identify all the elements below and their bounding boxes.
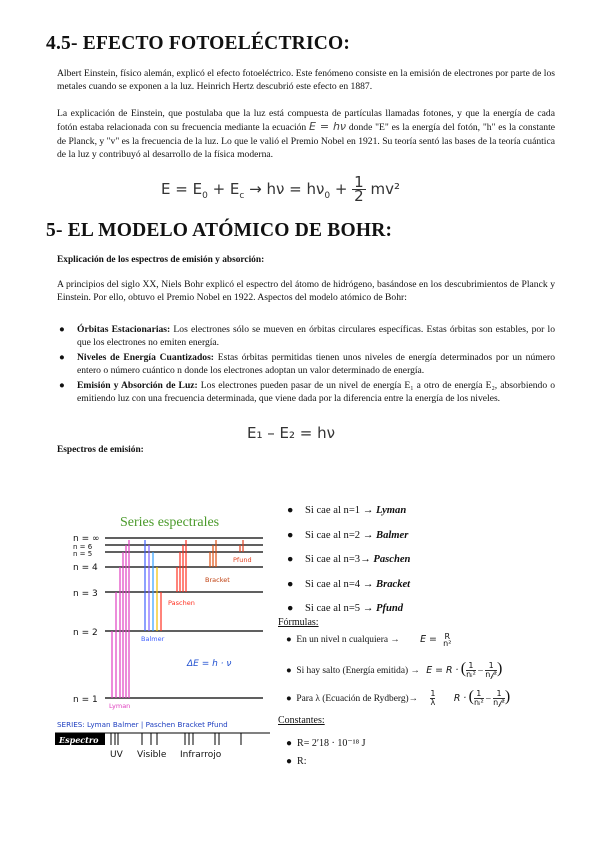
svg-text:n = 1: n = 1 <box>73 695 98 705</box>
balmer-lines <box>145 540 161 631</box>
list-item: ● Órbitas Estacionarias: Los electrones sólo se mueven en órbitas circulares específicas. Estas órbitas son estables, por lo que los electrones no emiten energía. <box>59 324 555 349</box>
paschen-label: Paschen <box>168 599 195 607</box>
espectro-label: Espectro <box>59 735 99 745</box>
lyman-lines <box>112 540 129 698</box>
list-item: ● Si cae al n=3→ Paschen <box>287 554 411 566</box>
svg-text:UV: UV <box>110 750 123 760</box>
list-item: ● Si cae al n=1 → Lyman <box>287 505 407 516</box>
list-item: ● Si cae al n=4 → Bracket <box>287 578 411 590</box>
paragraph-einstein: Albert Einstein, físico alemán, explicó el efecto fotoeléctrico. Este fenómeno consiste en la emisión de electrones por parte de los metales cuando se exponen a la luz. Heinrich Hertz descubrió este efecto en 1887. <box>57 68 555 93</box>
svg-text:n = ∞: n = ∞ <box>73 534 100 544</box>
pfund-label: Pfund <box>233 556 252 564</box>
formula-level-energy: ● En un nivel n cualquiera → E = R n² <box>286 632 452 648</box>
list-item: ● Si cae al n=5 → Pfund <box>287 603 404 615</box>
constant-r-value: ● R= 2′18 · 10⁻¹⁸ J <box>286 738 366 749</box>
svg-text:n = 3: n = 3 <box>73 589 98 599</box>
constants-heading: Constantes: <box>278 715 325 726</box>
constant-r-empty: ● R: <box>286 756 307 767</box>
subheading-spectra: Explicación de los espectros de emisión y absorción: <box>57 255 265 265</box>
formula-jump-energy: ● Si hay salto (Energía emitida) → E = R · ( $\frac{1}{\text{nᵢ²}}$ – 1 n𝒻² ) <box>286 660 503 680</box>
bracket-lines <box>210 540 216 567</box>
lyman-label: Lyman <box>109 702 131 710</box>
section-title-bohr: 5- EL MODELO ATÓMICO DE BOHR: <box>46 220 393 241</box>
svg-text:n = 4: n = 4 <box>73 563 98 573</box>
bohr-equation: E₁ – E₂ = hν <box>247 424 336 442</box>
series-list <box>285 503 555 626</box>
paschen-lines <box>177 540 186 592</box>
photoelectric-equation: $E = E_0 + E_c \to h\nu = h\nu_0$ + $\frac{1}{2}$ mv² <box>161 173 400 205</box>
formulas-heading: Fórmulas: <box>278 617 319 628</box>
balmer-label: Balmer <box>141 635 165 643</box>
region-labels <box>110 750 222 760</box>
section-title-photoelectric: 4.5- EFECTO FOTOELÉCTRICO: <box>46 33 351 54</box>
delta-e-label: ΔE = h · ν <box>187 659 232 669</box>
bracket-label: Bracket <box>205 576 230 584</box>
formula-rydberg: ● Para λ (Ecuación de Rydberg)→ $\frac{1}{\lambda}$ R · ( $\frac{1}{\text{nᵢ²}}$ – 1 n𝒻² ) <box>286 688 511 708</box>
spectral-series-diagram <box>55 505 270 760</box>
list-item: ● Si cae al n=2 → Balmer <box>287 529 409 541</box>
level-labels <box>73 534 99 705</box>
paragraph-einstein-explanation: La explicación de Einstein, que postulaba que la luz está compuesta de partículas llamadas fotones, y que la energía de cada fotón estaba relacionada con su frecuencia mediante la ecuación E = hν donde "E" es la energía del fotón, "h" es la constante de Planck, y "v" es la frecuencia de la luz. Lo que le valió el Premio Nobel en 1921. Su teoría sentó las bases de la teoría cuántica de la luz y contribuyó al desarrollo de la física moderna. <box>57 108 555 161</box>
pfund-lines <box>240 540 243 552</box>
svg-text:n = 6: n = 6 <box>73 543 93 551</box>
svg-text:n = 5: n = 5 <box>73 550 93 558</box>
svg-text:n = 2: n = 2 <box>73 628 98 638</box>
series-bar-label: SERIES: Lyman Balmer | Paschen Bracket Pfund <box>57 720 228 729</box>
svg-text:Infrarrojo: Infrarrojo <box>180 750 222 760</box>
paragraph-bohr: A principios del siglo XX, Niels Bohr explicó el espectro del átomo de hidrógeno, basándose en los descubrimientos de Planck y Einstein. Por ello, obtuvo el Premio Nobel en 1922. Aspectos del modelo atómico de Bohr: <box>57 279 555 304</box>
inline-equation: E = hν <box>309 120 347 134</box>
figure-title: Series espectrales <box>120 515 220 530</box>
svg-text:Visible: Visible <box>137 750 167 760</box>
list-item: ● Niveles de Energía Cuantizados: Estas órbitas permitidas tienen unos niveles de energía determinados por un número entero o número cuántico n donde los electrones adoptan un valor determinado de energía. <box>59 351 555 377</box>
list-item: ● Emisión y Absorción de Luz: Los electrones pueden pasar de un nivel de energía E₁ a otro de energía E₂, absorbiendo o emitiendo luz con una frecuencia determinada, que viene dada por la diferencia entre la energía de los niveles. <box>59 379 555 405</box>
bohr-aspects-list <box>57 323 555 406</box>
subheading-emission-spectra: Espectros de emisión: <box>57 445 144 455</box>
